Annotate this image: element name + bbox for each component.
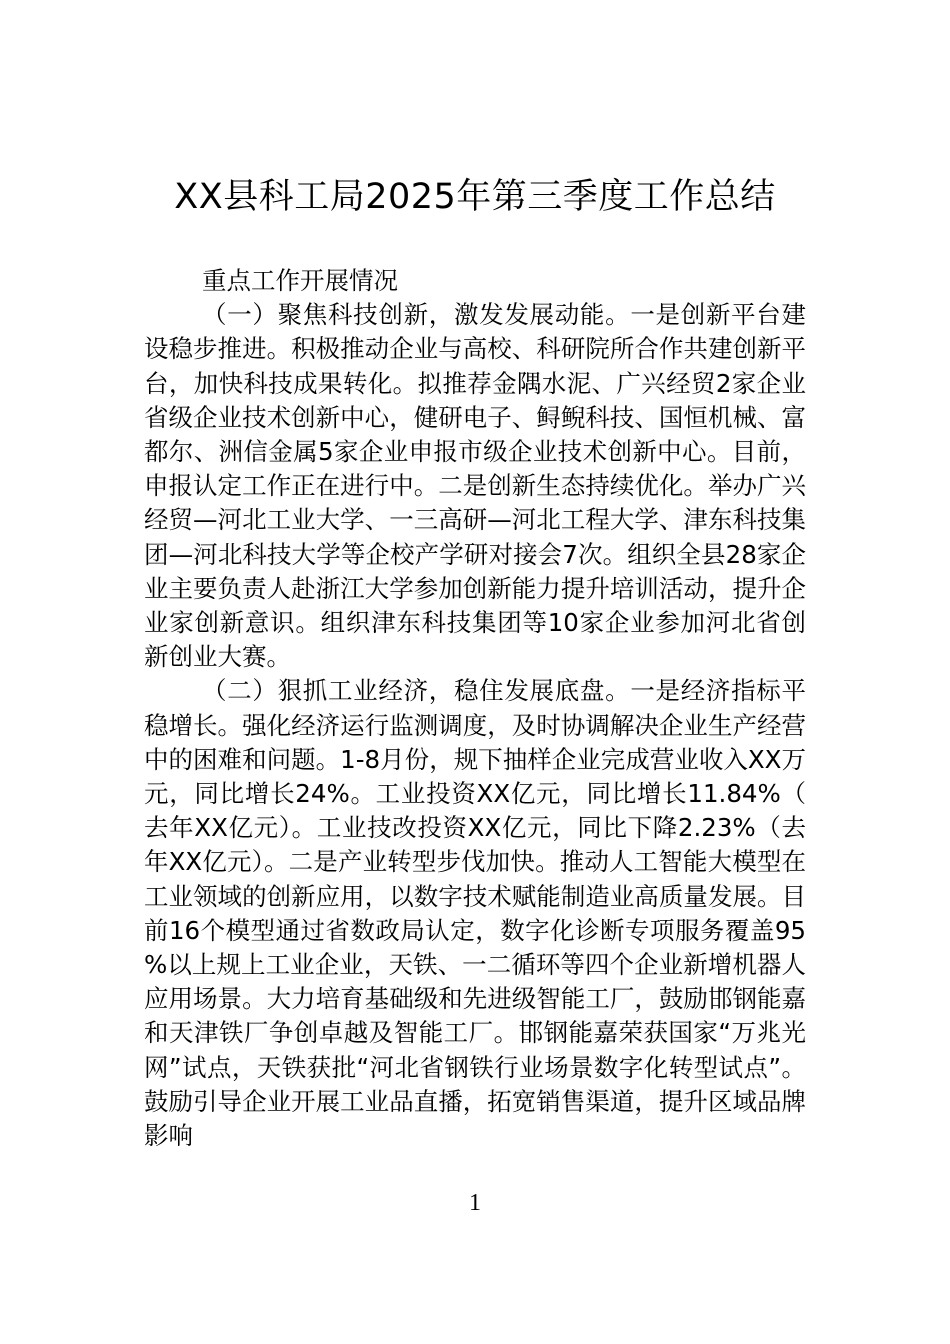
page-number: 1 <box>469 1190 481 1216</box>
paragraph-industrial-economy: （二）狠抓工业经济，稳住发展底盘。一是经济指标平稳增长。强化经济运行监测调度，及时协调解决企业生产经营中的困难和问题。1-8月份，规下抽样企业完成营业收入XX万元，同比增长24%。工业投资XX亿元，同比增长11.84%（去年XX亿元）。工业技改投资XX亿元，同比下降2.23%（去年XX亿元）。二是产业转型步伐加快。推动人工智能大模型在工业领域的创新应用，以数字技术赋能制造业高质量发展。目前16个模型通过省数政局认定，数字化诊断专项服务覆盖95%以上规上工业企业，天铁、一二循环等四个企业新增机器人应用场景。大力培育基础级和先进级智能工厂，鼓励邯钢能嘉和天津铁厂争创卓越及智能工厂。邯钢能嘉荣获国家“万兆光网”试点，天铁获批“河北省钢铁行业场景数字化转型试点”。鼓励引导企业开展工业品直播，拓宽销售渠道，提升区域品牌影响 <box>144 676 806 1151</box>
paragraph-tech-innovation: （一）聚焦科技创新，激发发展动能。一是创新平台建设稳步推进。积极推动企业与高校、科研院所合作共建创新平台，加快科技成果转化。拟推荐金隅水泥、广兴经贸2家企业省级企业技术创新中心，健研电子、鲟鲵科技、国恒机械、富都尔、洲信金属5家企业申报市级企业技术创新中心。目前，申报认定工作正在进行中。二是创新生态持续优化。举办广兴经贸—河北工业大学、一三高研—河北工程大学、津东科技集团—河北科技大学等企校产学研对接会7次。组织全县28家企业主要负责人赴浙江大学参加创新能力提升培训活动，提升企业家创新意识。组织津东科技集团等10家企业参加河北省创新创业大赛。 <box>144 300 806 672</box>
document-body <box>144 264 806 1153</box>
section-heading: 重点工作开展情况 <box>202 266 398 295</box>
document-title: XX县科工局2025年第三季度工作总结 <box>174 177 776 217</box>
